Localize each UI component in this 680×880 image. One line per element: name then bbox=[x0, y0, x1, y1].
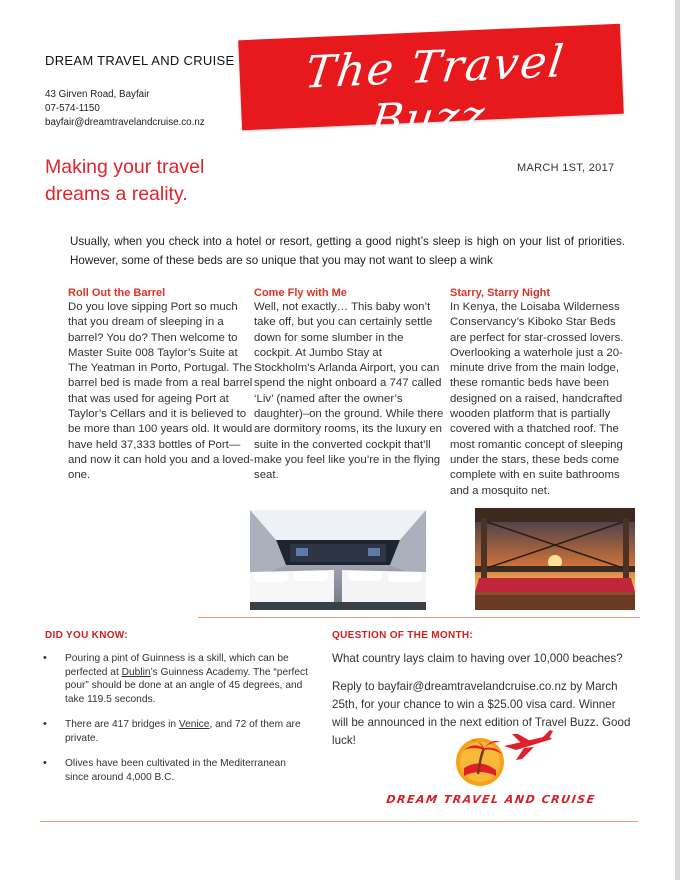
star-bed-photo bbox=[475, 508, 635, 610]
logo-wordmark: DREAM TRAVEL AND CRUISE bbox=[385, 793, 597, 806]
article-title: Starry, Starry Night bbox=[450, 287, 551, 299]
did-you-know-heading: DID YOU KNOW: bbox=[45, 630, 128, 641]
newsletter-title: The Travel Buzz bbox=[302, 35, 568, 147]
venice-link[interactable]: Venice bbox=[178, 719, 210, 730]
list-item: • There are 417 bridges in Venice, and 72 of them are private. bbox=[43, 718, 311, 745]
intro-paragraph: Usually, when you check into a hotel or resort, getting a good night’s sleep is high on your list of priorities. However, some of these beds are so unique that you may not want to sleep a wink bbox=[70, 235, 625, 267]
section-divider bbox=[198, 617, 640, 618]
tagline-line-1: Making your travel bbox=[45, 156, 205, 178]
question-text: What country lays claim to having over 10,000 beaches? bbox=[332, 652, 623, 665]
article-body: Do you love sipping Port so much that you dream of sleeping in a barrel? You do? Then welcome to Master Suite 008 Taylor’s Suite at The Yeatman in Porto, Portugal. The barrel bed is made from a real barrel that was used for ageing Port at Taylor’s Cellars and it is believed to be more than 100 years old. It would have held 37,333 bottles of Port—and now it can hold you and a loved-one. bbox=[68, 301, 254, 482]
newsletter-banner bbox=[238, 24, 624, 147]
list-item: • Pouring a pint of Guinness is a skill, which can be perfected at Dublin’s Guinness Academy. The “perfect pour” should be done at an angle of 45 degrees, and take 119.5 seconds. bbox=[43, 652, 311, 706]
article-body: Well, not exactly… This baby won’t take off, but you can certainly settle down for some slumber in the cockpit. At Jumbo Stay at Stockholm’s Arlanda Airport, you can spend the night onboard a 747 called ‘Liv’ (named after the owner’s daughter)–on the ground. While there are dormitory rooms, its the luxury en suite in the converted cockpit that’ll make you feel like you’re in the flying seat. bbox=[254, 301, 444, 482]
issue-date: MARCH 1ST, 2017 bbox=[517, 162, 615, 174]
cockpit-bed-photo bbox=[250, 510, 426, 610]
article-barrel bbox=[68, 286, 258, 484]
article-star-beds bbox=[450, 286, 630, 499]
list-item: • Olives have been cultivated in the Mediterranean since around 4,000 B.C. bbox=[43, 757, 311, 784]
article-body: In Kenya, the Loisaba Wilderness Conservancy’s Kiboko Star Beds are perfect for star-crossed lovers. Overlooking a waterhole just a 20-minute drive from the main lodge, these romantic beds have been designed on a raised, handcrafted wooden platform that is partially covered with a thatched roof. The most romantic concept of sleeping under the stars, these beds come complete with en suite bathrooms and a mosquito net. bbox=[450, 301, 624, 497]
plane-palm-logo-icon bbox=[438, 728, 558, 790]
tagline-line-2: dreams a reality. bbox=[45, 183, 188, 205]
company-address: 43 Girven Road, Bayfair bbox=[45, 89, 150, 100]
question-heading: QUESTION OF THE MONTH: bbox=[332, 630, 474, 641]
did-you-know-list bbox=[43, 652, 311, 796]
dream-travel-logo bbox=[438, 728, 558, 790]
page-edge bbox=[675, 0, 680, 880]
article-title: Come Fly with Me bbox=[254, 287, 347, 299]
question-reply: Reply to bayfair@dreamtravelandcruise.co.nz by March 25th, for your chance to win a $25.00 visa card. Winner will be announced in the next edition of Travel Buzz. Good luck! bbox=[332, 680, 631, 747]
article-title: Roll Out the Barrel bbox=[68, 287, 166, 299]
company-name: DREAM TRAVEL AND CRUISE bbox=[45, 53, 235, 68]
article-cockpit bbox=[254, 286, 444, 484]
footer-divider bbox=[40, 821, 638, 822]
dublin-link[interactable]: Dublin bbox=[121, 666, 151, 678]
company-email[interactable]: bayfair@dreamtravelandcruise.co.nz bbox=[45, 117, 205, 128]
tagline bbox=[45, 154, 265, 208]
company-phone: 07-574-1150 bbox=[45, 103, 100, 114]
